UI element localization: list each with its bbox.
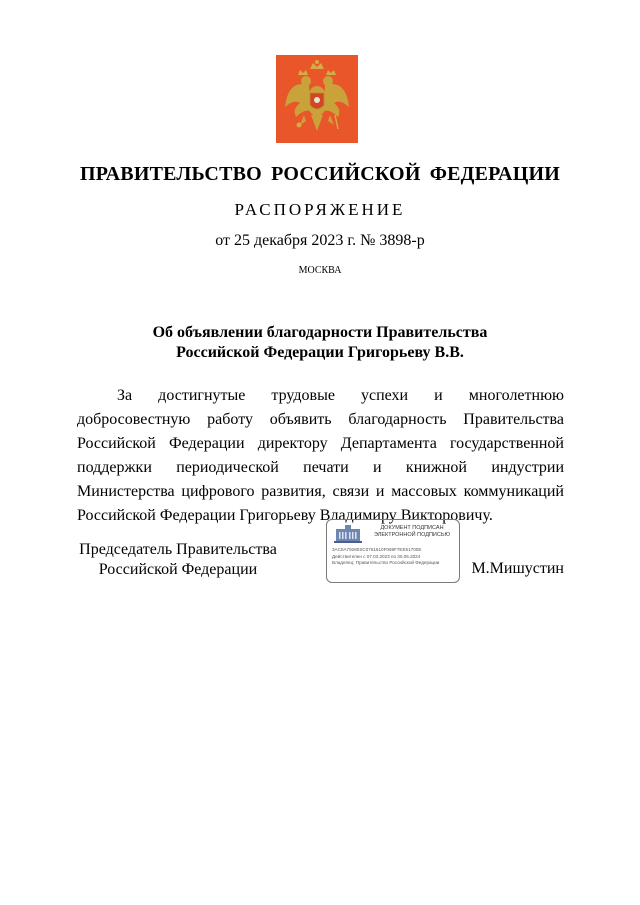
stamp-title bbox=[367, 525, 457, 539]
stamp-owner: Владелец: Правительство Российской Федерации bbox=[332, 560, 440, 565]
document-body: За достигнутые трудовые успехи и многолетнюю добросовестную работу объявить благодарность Правительства Российской Федерации директору Департамента государственной поддержки периодической печати и книжной индустрии Министерства цифрового развития, связи и массовых коммуникаций Российской Федерации Григорьеву Владимиру Викторовичу. bbox=[77, 387, 564, 524]
stamp-validity: Действителен с 07.03.2023 по 30.05.2024 bbox=[332, 554, 421, 559]
signer-position-line-1: Председатель Правительства bbox=[79, 541, 277, 558]
government-title: ПРАВИТЕЛЬСТВО РОССИЙСКОЙ ФЕДЕРАЦИИ bbox=[80, 163, 560, 185]
electronic-signature-stamp bbox=[326, 519, 460, 583]
stamp-title-line-2: ЭЛЕКТРОННОЙ ПОДПИСЬЮ bbox=[373, 532, 451, 538]
document-type: РАСПОРЯЖЕНИЕ bbox=[234, 200, 406, 219]
stamp-certificate-number: 3AC0A79280SC0761610F069F7EE51700E bbox=[332, 547, 422, 552]
document-date-number: от 25 декабря 2023 г. № 3898-р bbox=[215, 232, 425, 249]
coat-of-arms-icon bbox=[276, 55, 358, 143]
signer-position bbox=[78, 540, 278, 580]
document-city: МОСКВА bbox=[298, 265, 342, 276]
subject-line-1: Об объявлении благодарности Правительства bbox=[152, 324, 488, 341]
government-building-icon bbox=[333, 524, 363, 544]
document-subject bbox=[0, 323, 640, 363]
signer-position-line-2: Российской Федерации bbox=[98, 561, 258, 578]
subject-line-2: Российской Федерации Григорьеву В.В. bbox=[176, 344, 464, 361]
stamp-title-line-1: ДОКУМЕНТ ПОДПИСАН bbox=[380, 525, 444, 531]
signer-name: М.Мишустин bbox=[471, 560, 564, 577]
